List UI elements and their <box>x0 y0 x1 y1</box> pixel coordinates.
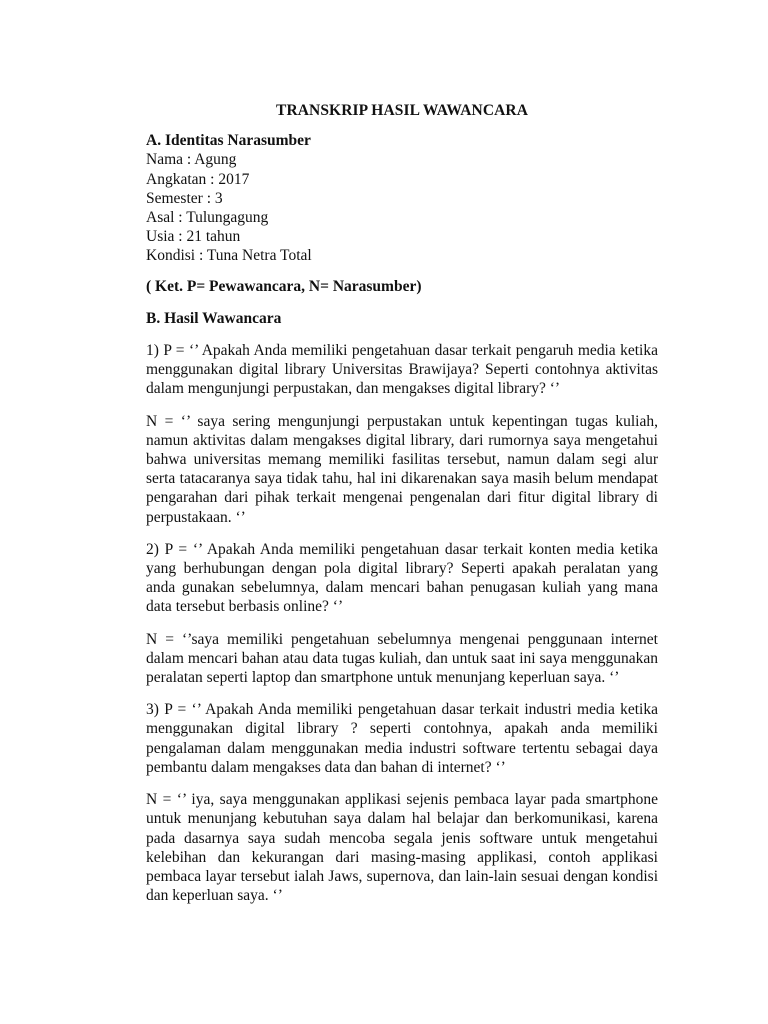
section-a-heading: A. Identitas Narasumber <box>146 132 311 150</box>
identity-semester: Semester : 3 <box>146 189 223 207</box>
identity-name: Nama : Agung <box>146 151 237 169</box>
answer-2: N = ‘’saya memiliki pengetahuan sebelumnya mengenai penggunaan internet dalam mencari bahan atau data tugas kuliah, dan untuk saat ini saya menggunakan peralatan seperti laptop dan smartphone untuk menunjang keperluan saya. ‘’ <box>146 630 658 687</box>
question-3: 3) P = ‘’ Apakah Anda memiliki pengetahuan dasar terkait industri media ketika menggunakan digital library ? seperti contohnya, apakah anda memiliki pengalaman dalam menggunakan media industri software tertentu sebagai daya pembantu dalam mengakses data dan bahan di internet? ‘’ <box>146 701 658 776</box>
document-title: TRANSKRIP HASIL WAWANCARA <box>276 102 528 119</box>
question-1: 1) P = ‘’ Apakah Anda memiliki pengetahuan dasar terkait pengaruh media ketika menggunakan digital library Universitas Brawijaya? Seperti contohnya aktivitas dalam mengunjungi perpustakan, dan mengakses digital library? ‘’ <box>146 342 658 398</box>
identity-kondisi: Kondisi : Tuna Netra Total <box>146 247 312 265</box>
answer-1: N = ‘’ saya sering mengunjungi perpustakan untuk kepentingan tugas kuliah, namun aktivitas dalam mengakses digital library, dari rumornya saya mengetahui bahwa universitas memang memiliki fasilitas tersebut, namun dalam segi alur serta tatacaranya saya tidak tahu, hal ini dikarenakan saya masih belum mendapat pengarahan dari pihak terkait mengenai pengenalan dari fitur digital library di perpustakaan. ‘’ <box>146 412 658 526</box>
answer-3: N = ‘’ iya, saya menggunakan applikasi sejenis pembaca layar pada smartphone untuk menunjang kebutuhan saya dalam hal belajar dan berkomunikasi, karena pada dasarnya saya sudah mencoba segala jenis software untuk mengetahui kelebihan dan kekurangan dari masing-masing applikasi, contoh applikasi pembaca layar tersebut ialah Jaws, supernova, dan lain-lain sesuai dengan kondisi dan keperluan saya. ‘’ <box>146 791 658 905</box>
legend-note: ( Ket. P= Pewawancara, N= Narasumber) <box>146 277 422 295</box>
identity-angkatan: Angkatan : 2017 <box>146 170 250 188</box>
identity-asal: Asal : Tulungagung <box>146 209 269 227</box>
section-b-heading: B. Hasil Wawancara <box>146 309 282 327</box>
question-2: 2) P = ‘’ Apakah Anda memiliki pengetahuan dasar terkait konten media ketika yang berhubungan dengan pola digital library? Seperti apakah peralatan yang anda gunakan sebelumnya, dalam mencari bahan penugasan kuliah yang mana data tersebut berbasis online? ‘’ <box>146 540 658 616</box>
document-page <box>146 101 658 905</box>
identity-usia: Usia : 21 tahun <box>146 228 241 246</box>
